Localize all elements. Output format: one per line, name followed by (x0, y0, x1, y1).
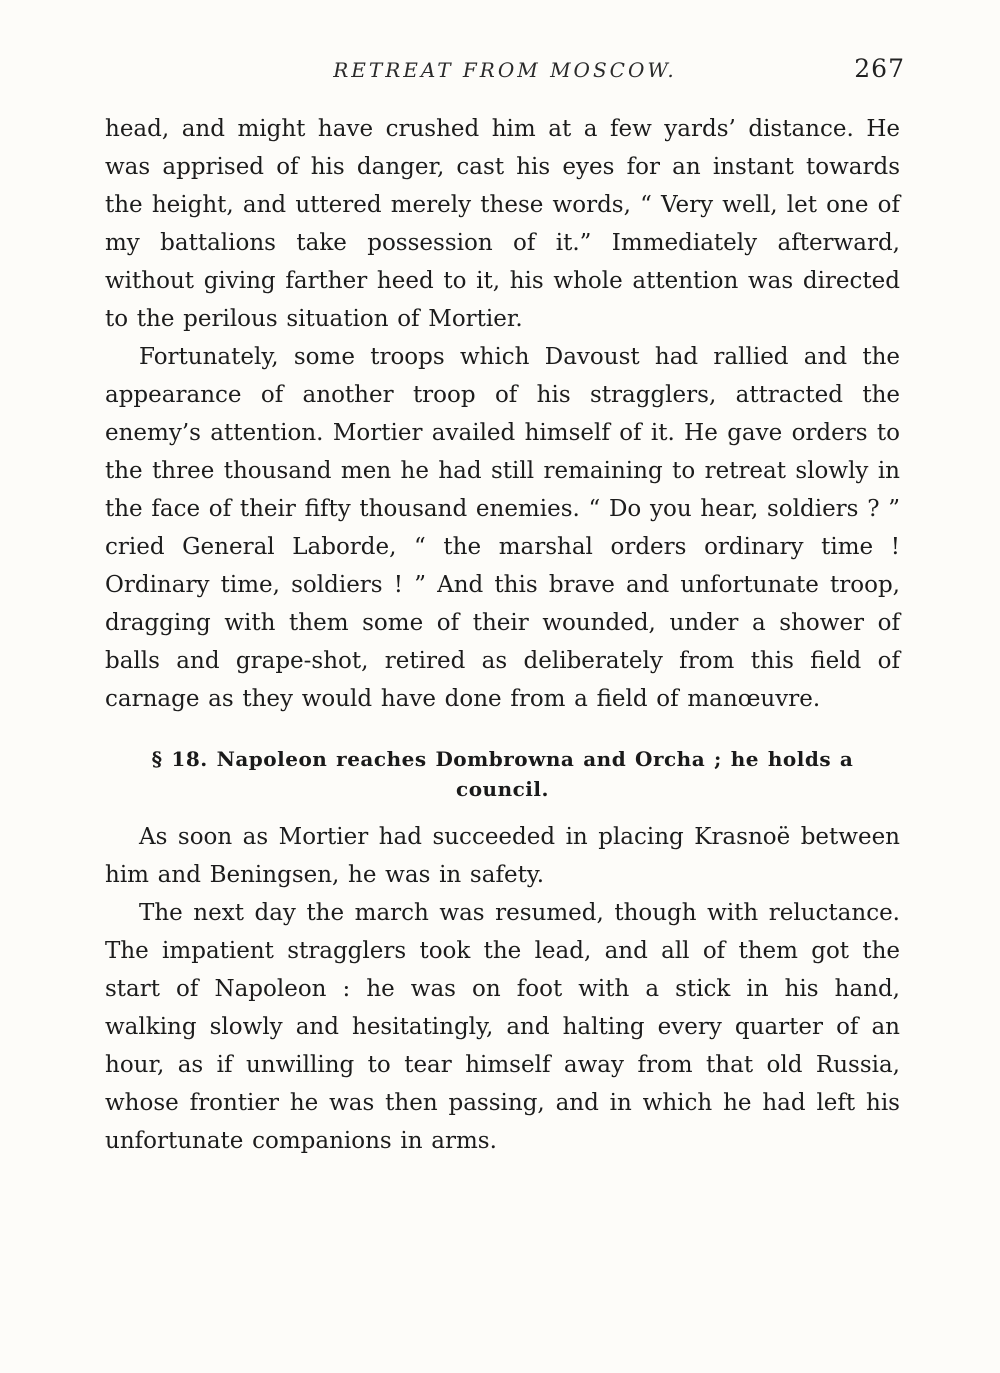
section-heading-line1: § 18. Napoleon reaches Dombrowna and Orcha ; he holds a (151, 747, 854, 771)
section-heading (105, 744, 900, 804)
page-body (105, 110, 900, 1160)
page-header (105, 54, 905, 92)
running-head: RETREAT FROM MOSCOW. (333, 58, 677, 82)
paragraph-continuation: head, and might have crushed him at a few yards’ distance. He was apprised of his danger, cast his eyes for an instant towards the height, and uttered merely these words, “ Very well, let one of my battalions take possession of it.” Immediately afterward, without giving farther heed to it, his whole attention was directed to the perilous situation of Mortier. (105, 116, 900, 332)
paragraph: Fortunately, some troops which Davoust had rallied and the appearance of another troop of his stragglers, attracted the enemy’s attention. Mortier availed himself of it. He gave orders to the three thousand men he had still remaining to retreat slowly in the face of their fifty thousand enemies. “ Do you hear, soldiers ? ” cried General Laborde, “ the marshal orders ordinary time ! Ordinary time, soldiers ! ” And this brave and unfortunate troop, dragging with them some of their wounded, under a shower of balls and grape-shot, retired as deliberately from this field of carnage as they would have done from a field of manœuvre. (105, 344, 900, 712)
section-heading-line2: council. (456, 777, 549, 801)
paragraph: The next day the march was resumed, though with reluctance. The impatient stragglers took the lead, and all of them got the start of Napoleon : he was on foot with a stick in his hand, walking slowly and hesitatingly, and halting every quarter of an hour, as if unwilling to tear himself away from that old Russia, whose frontier he was then passing, and in which he had left his unfortunate companions in arms. (105, 900, 900, 1154)
paragraph: As soon as Mortier had succeeded in placing Krasnoë between him and Beningsen, he was in safety. (105, 824, 900, 888)
page-number: 267 (854, 54, 905, 83)
